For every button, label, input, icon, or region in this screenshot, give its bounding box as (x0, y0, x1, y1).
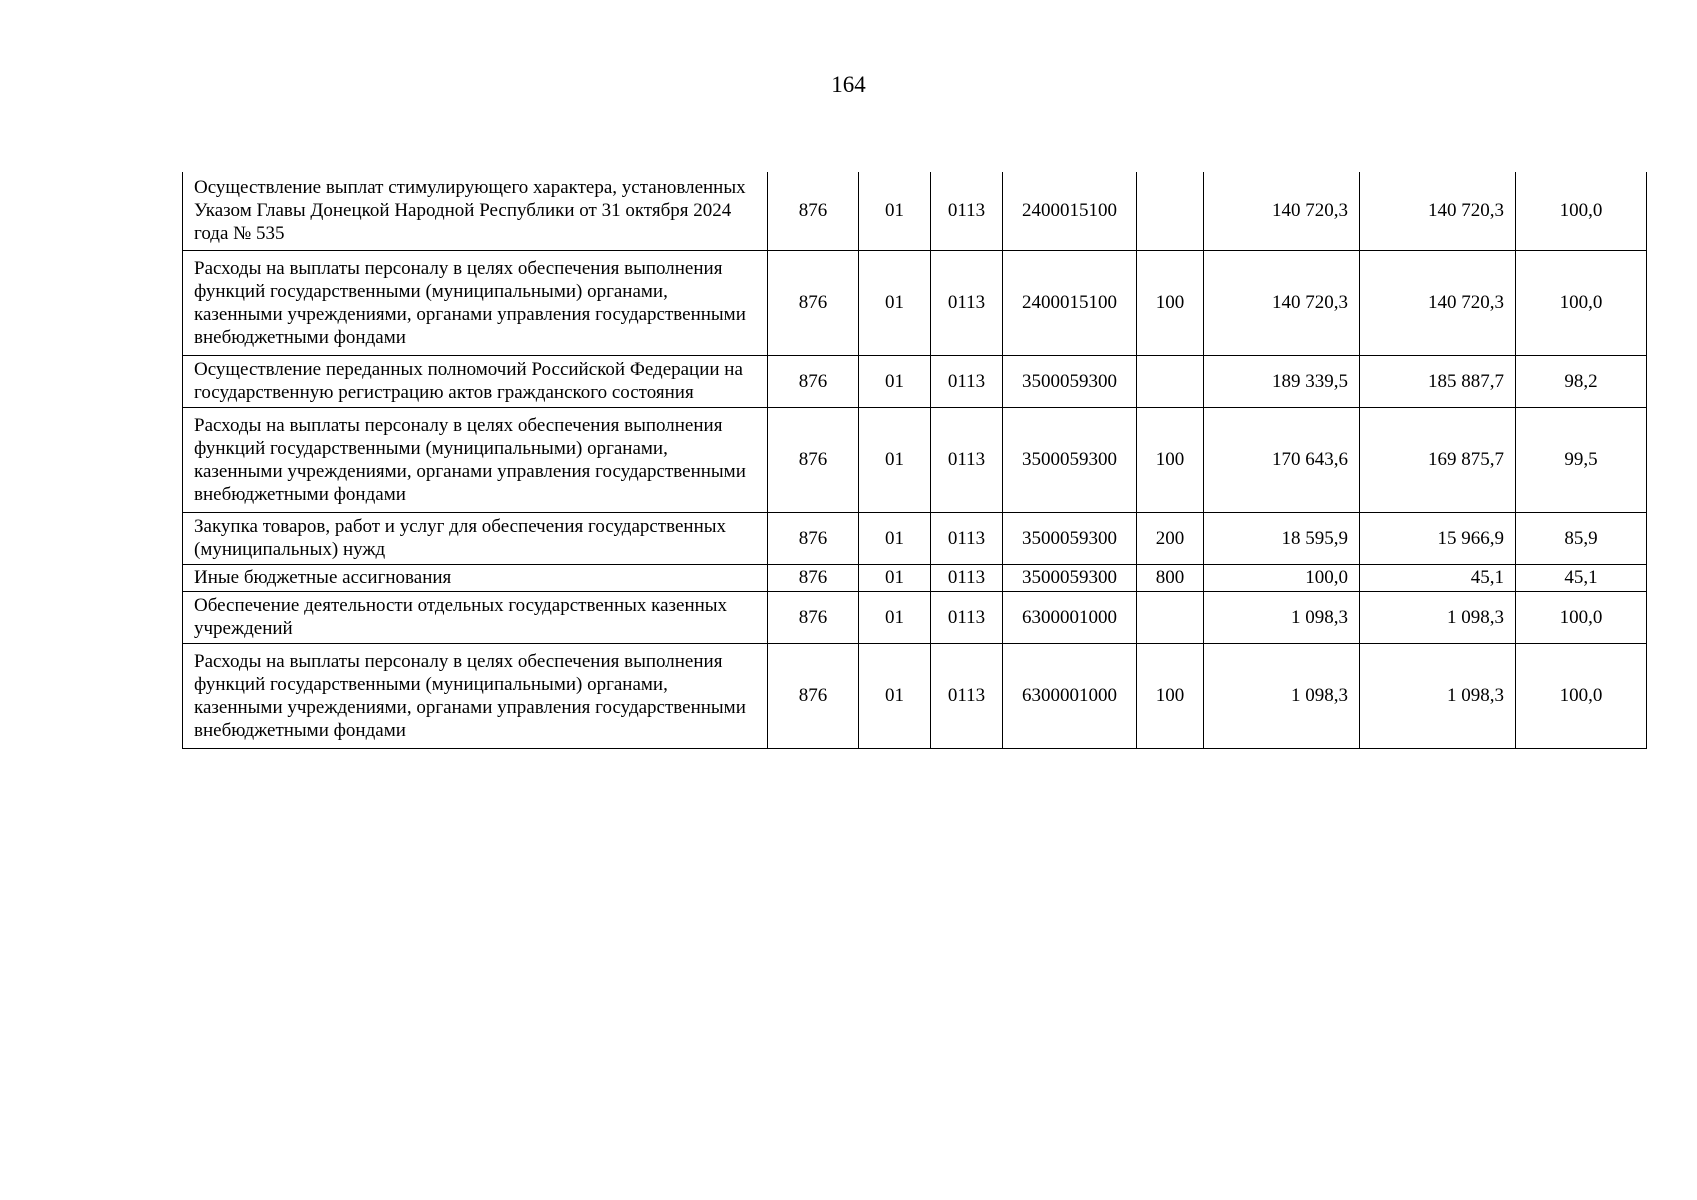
target-article-code: 3500059300 (1003, 355, 1137, 407)
grbs-code: 876 (768, 643, 859, 748)
section-code: 01 (859, 407, 931, 512)
section-code: 01 (859, 643, 931, 748)
execution-percent: 100,0 (1516, 591, 1647, 643)
expense-type-code: 100 (1137, 250, 1204, 355)
grbs-code: 876 (768, 250, 859, 355)
plan-amount: 1 098,3 (1204, 591, 1360, 643)
grbs-code: 876 (768, 512, 859, 564)
section-code: 01 (859, 512, 931, 564)
table-row (183, 407, 1647, 512)
subsection-code: 0113 (931, 355, 1003, 407)
expense-type-code (1137, 355, 1204, 407)
execution-percent: 98,2 (1516, 355, 1647, 407)
page-number: 164 (831, 72, 866, 97)
target-article-code: 3500059300 (1003, 512, 1137, 564)
target-article-code: 3500059300 (1003, 564, 1137, 591)
section-code: 01 (859, 591, 931, 643)
fact-amount: 1 098,3 (1360, 643, 1516, 748)
subsection-code: 0113 (931, 564, 1003, 591)
fact-amount: 169 875,7 (1360, 407, 1516, 512)
budget-execution-table (182, 172, 1647, 749)
subsection-code: 0113 (931, 250, 1003, 355)
expense-name: Расходы на выплаты персоналу в целях обеспечения выполнения функций государственными (муниципальными) органами, казенными учреждениями, органами управления государственными внебюджетными фондами (183, 407, 768, 512)
expense-name: Закупка товаров, работ и услуг для обеспечения государственных (муниципальных) нужд (183, 512, 768, 564)
table-body (183, 172, 1647, 748)
table-row (183, 172, 1647, 250)
expense-name: Осуществление переданных полномочий Российской Федерации на государственную регистрацию актов гражданского состояния (183, 355, 768, 407)
target-article-code: 2400015100 (1003, 172, 1137, 250)
expense-name: Иные бюджетные ассигнования (183, 564, 768, 591)
expense-name: Осуществление выплат стимулирующего характера, установленных Указом Главы Донецкой Народной Республики от 31 октября 2024 года № 535 (183, 172, 768, 250)
fact-amount: 1 098,3 (1360, 591, 1516, 643)
target-article-code: 3500059300 (1003, 407, 1137, 512)
plan-amount: 140 720,3 (1204, 172, 1360, 250)
plan-amount: 1 098,3 (1204, 643, 1360, 748)
target-article-code: 6300001000 (1003, 643, 1137, 748)
table-row (183, 643, 1647, 748)
fact-amount: 45,1 (1360, 564, 1516, 591)
table-row (183, 564, 1647, 591)
fact-amount: 140 720,3 (1360, 250, 1516, 355)
grbs-code: 876 (768, 564, 859, 591)
expense-name: Обеспечение деятельности отдельных государственных казенных учреждений (183, 591, 768, 643)
expense-type-code: 100 (1137, 643, 1204, 748)
plan-amount: 18 595,9 (1204, 512, 1360, 564)
table-row (183, 512, 1647, 564)
plan-amount: 189 339,5 (1204, 355, 1360, 407)
expense-type-code (1137, 172, 1204, 250)
expense-type-code (1137, 591, 1204, 643)
expense-type-code: 200 (1137, 512, 1204, 564)
plan-amount: 100,0 (1204, 564, 1360, 591)
table-row (183, 355, 1647, 407)
subsection-code: 0113 (931, 407, 1003, 512)
target-article-code: 6300001000 (1003, 591, 1137, 643)
subsection-code: 0113 (931, 172, 1003, 250)
table-row (183, 250, 1647, 355)
expense-type-code: 100 (1137, 407, 1204, 512)
expense-name: Расходы на выплаты персоналу в целях обеспечения выполнения функций государственными (муниципальными) органами, казенными учреждениями, органами управления государственными внебюджетными фондами (183, 643, 768, 748)
subsection-code: 0113 (931, 591, 1003, 643)
fact-amount: 15 966,9 (1360, 512, 1516, 564)
execution-percent: 100,0 (1516, 643, 1647, 748)
section-code: 01 (859, 355, 931, 407)
fact-amount: 140 720,3 (1360, 172, 1516, 250)
section-code: 01 (859, 250, 931, 355)
target-article-code: 2400015100 (1003, 250, 1137, 355)
table-row (183, 591, 1647, 643)
plan-amount: 170 643,6 (1204, 407, 1360, 512)
execution-percent: 100,0 (1516, 172, 1647, 250)
execution-percent: 85,9 (1516, 512, 1647, 564)
fact-amount: 185 887,7 (1360, 355, 1516, 407)
execution-percent: 45,1 (1516, 564, 1647, 591)
grbs-code: 876 (768, 355, 859, 407)
plan-amount: 140 720,3 (1204, 250, 1360, 355)
section-code: 01 (859, 564, 931, 591)
execution-percent: 100,0 (1516, 250, 1647, 355)
subsection-code: 0113 (931, 643, 1003, 748)
grbs-code: 876 (768, 591, 859, 643)
section-code: 01 (859, 172, 931, 250)
execution-percent: 99,5 (1516, 407, 1647, 512)
expense-type-code: 800 (1137, 564, 1204, 591)
subsection-code: 0113 (931, 512, 1003, 564)
expense-name: Расходы на выплаты персоналу в целях обеспечения выполнения функций государственными (муниципальными) органами, казенными учреждениями, органами управления государственными внебюджетными фондами (183, 250, 768, 355)
grbs-code: 876 (768, 407, 859, 512)
grbs-code: 876 (768, 172, 859, 250)
